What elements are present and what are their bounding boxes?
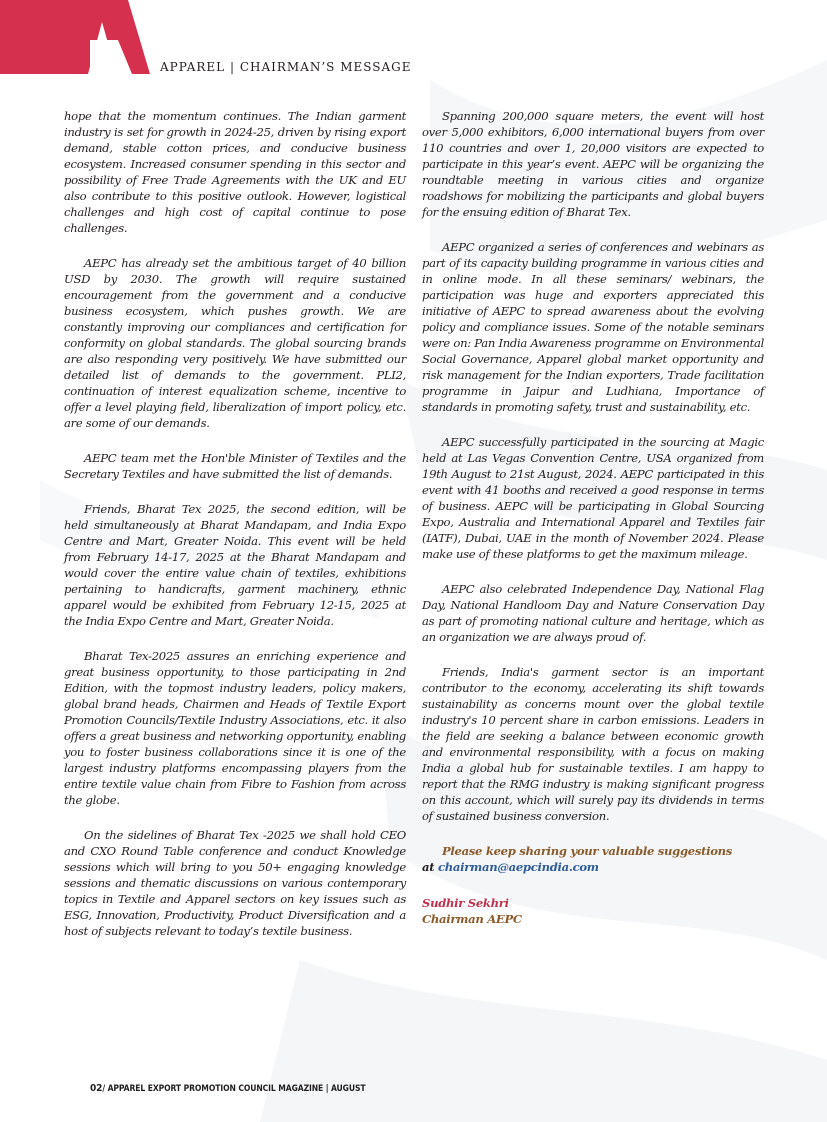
- email-link[interactable]: chairman@aepcindia.com: [438, 860, 599, 874]
- paragraph: AEPC team met the Hon'ble Minister of Textiles and the Secretary Textiles and have submitted the list of demands.: [64, 451, 406, 481]
- closing-note: [422, 843, 764, 875]
- paragraph: Friends, Bharat Tex 2025, the second edition, will be held simultaneously at Bharat Mandapam, and India Expo Centre and Mart, Greater Noida. This event will be held from February 14-17, 2025 at the Bharat Mandapam and would cover the entire value chain of textiles, exhibitions pertaining to handicrafts, garment machinery, ethnic apparel would be exhibited from February 12-15, 2025 at the India Expo Centre and Mart, Greater Noida.: [64, 502, 406, 628]
- paragraph: AEPC successfully participated in the sourcing at Magic held at Las Vegas Convention Centre, USA organized from 19th August to 21st August, 2024. AEPC participated in this event with 41 booths and received a good response in terms of business. AEPC will be participating in Global Sourcing Expo, Australia and International Apparel and Textiles fair (IATF), Dubai, UAE in the month of November 2024. Please make use of these platforms to get the maximum mileage.: [422, 435, 764, 561]
- apparel-logo-letter-a: [0, 0, 160, 78]
- signature-block: [422, 895, 764, 927]
- closing-at: at: [422, 860, 435, 874]
- paragraph: AEPC has already set the ambitious target of 40 billion USD by 2030. The growth will require sustained encouragement from the government and a conducive business ecosystem, which pushes growth. We are constantly improving our compliances and certification for conformity on global standards. The global sourcing brands are also responding very positively. We have submitted our detailed list of demands to the government. PLI2, continuation of interest equalization scheme, incentive to offer a level playing field, liberalization of import policy, etc. are some of our demands.: [64, 256, 406, 430]
- paragraph: Bharat Tex-2025 assures an enriching experience and great business opportunity, to those participating in 2nd Edition, with the topmost industry leaders, policy makers, global brand heads, Chairmen and Heads of Textile Export Promotion Councils/Textile Industry Associations, etc. it also offers a great business and networking opportunity, enabling you to foster business collaborations since it is one of the largest industry platforms encompassing players from the entire textile value chain from Fibre to Fashion from across the globe.: [64, 649, 406, 807]
- section-title: APPAREL | CHAIRMAN’S MESSAGE: [160, 60, 412, 74]
- paragraph: On the sidelines of Bharat Tex -2025 we shall hold CEO and CXO Round Table conference and conduct Knowledge sessions which will bring to you 50+ engaging knowledge sessions and thematic discussions on various contemporary topics in Textile and Apparel sectors on key issues such as ESG, Innovation, Productivity, Product Diversification and a host of subjects relevant to today’s textile business.: [64, 828, 406, 938]
- paragraph: AEPC also celebrated Independence Day, National Flag Day, National Handloom Day and Nature Conservation Day as part of promoting national culture and heritage, which as an organization we are always proud of.: [422, 582, 764, 644]
- footer-separator: /: [102, 1084, 106, 1094]
- signatory-role: Chairman AEPC: [422, 912, 522, 926]
- paragraph: AEPC organized a series of conferences and webinars as part of its capacity building programme in various cities and in online mode. In all these seminars/ webinars, the participation was huge and exporters appreciated this initiative of AEPC to spread awareness about the evolving policy and compliance issues. Some of the notable seminars were on: Pan India Awareness programme on Environmental Social Governance, Apparel global market opportunity and risk management for the Indian exporters, Trade facilitation programme in Jaipur and Ludhiana, Importance of standards in promoting safety, trust and sustainability, etc.: [422, 240, 764, 414]
- right-text-column: [422, 108, 764, 927]
- page-number: 02: [90, 1083, 103, 1094]
- paragraph: Spanning 200,000 square meters, the event will host over 5,000 exhibitors, 6,000 international buyers from over 110 countries and over 1, 20,000 visitors are expected to participate in this year’s event. AEPC will be organizing the roundtable meeting in various cities and organize roadshows for mobilizing the participants and global buyers for the ensuing edition of Bharat Tex.: [422, 109, 764, 219]
- closing-text: Please keep sharing your valuable suggestions: [442, 844, 733, 858]
- paragraph: Friends, India's garment sector is an important contributor to the economy, accelerating its shift towards sustainability as concerns mount over the global textile industry's 10 percent share in carbon emissions. Leaders in the field are seeking a balance between economic growth and environmental responsibility, with a focus on making India a global hub for sustainable textiles. I am happy to report that the RMG industry is making significant progress on this account, which will surely pay its dividends in terms of sustained business conversion.: [422, 665, 764, 823]
- paragraph: hope that the momentum continues. The Indian garment industry is set for growth in 2024-25, driven by rising export demand, stable cotton prices, and conducive business ecosystem. Increased consumer spending in this sector and possibility of Free Trade Agreements with the UK and EU also contribute to this positive outlook. However, logistical challenges and high cost of capital continue to pose challenges.: [64, 109, 406, 235]
- page-footer: [90, 1083, 365, 1094]
- footer-magazine-name: APPAREL EXPORT PROMOTION COUNCIL MAGAZINE | AUGUST: [107, 1084, 366, 1094]
- signatory-name: Sudhir Sekhri: [422, 896, 509, 910]
- left-text-column: [64, 108, 406, 958]
